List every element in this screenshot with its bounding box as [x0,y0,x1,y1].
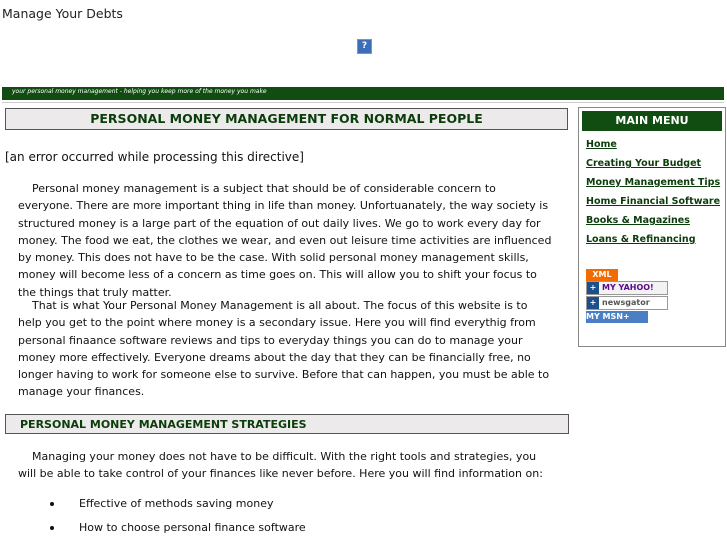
menu-title: MAIN MENU [582,111,722,131]
strategy-list [50,496,306,544]
add-to-newsgator-button[interactable]: + newsgator [586,296,668,310]
bullet-icon [50,526,54,530]
site-title: Manage Your Debts [2,6,123,21]
menu-item-loans[interactable]: Loans & Refinancing [586,234,696,245]
error-message: [an error occurred while processing this directive] [5,150,304,164]
list-item: Effective of methods saving money [50,496,306,520]
add-to-my-yahoo-button[interactable]: + MY YAHOO! [586,281,668,295]
add-to-my-msn-button[interactable]: MY MSN+ [586,311,648,323]
menu-item-software[interactable]: Home Financial Software [586,196,721,207]
strategies-paragraph: Managing your money does not have to be difficult. With the right tools and strategies, you will be able to take control of your finances like never before. Here you will find information on: [18,450,543,481]
xml-feed-button[interactable]: XML [586,269,618,281]
bullet-icon [50,502,54,506]
divider [2,102,724,103]
menu-list [586,139,720,253]
about-paragraph: That is what Your Personal Money Management is all about. The focus of this website is to help you get to the point where money is a secondary issue. Here you will find everythig from personal finaance software reviews and tips to everyday things you can do to manage your money more effectively. Everyone dreams about the day that they can be financially free, no longer having to work for someone else to survive. Before that can happen, you must be able to manage your finances. [18,299,550,399]
menu-item-budget[interactable]: Creating Your Budget [586,158,702,169]
menu-item-home[interactable]: Home [586,139,617,150]
tagline-text: your personal money management - helping you keep more of the money you make [12,88,267,95]
plus-icon: + [587,282,599,294]
intro-paragraph: Personal money management is a subject that should be of considerable concern to everyone. There are more important thing in life than money. Unfortuanately, the way society is structured money is a large part of the equation of out daily lives. We go to work every day for money. The food we eat, the clothes we wear, and even out leisure time activities are influenced by money. This does not have to be the case. With solid personal money management skills, money will become less of a concern as time goes on. This will allow you to shift your focus to the things that truly matter. [18,182,552,299]
list-item: How to choose personal finance software [50,520,306,544]
section-heading: PERSONAL MONEY MANAGEMENT STRATEGIES [5,414,569,434]
tagline-bar [2,87,724,100]
sidebar-menu [578,107,726,347]
page-title: PERSONAL MONEY MANAGEMENT FOR NORMAL PEOPLE [5,108,568,130]
plus-icon: + [587,297,599,309]
menu-item-books[interactable]: Books & Magazines [586,215,690,226]
menu-item-tips[interactable]: Money Management Tips [586,177,721,188]
help-icon[interactable]: ? [357,39,372,54]
